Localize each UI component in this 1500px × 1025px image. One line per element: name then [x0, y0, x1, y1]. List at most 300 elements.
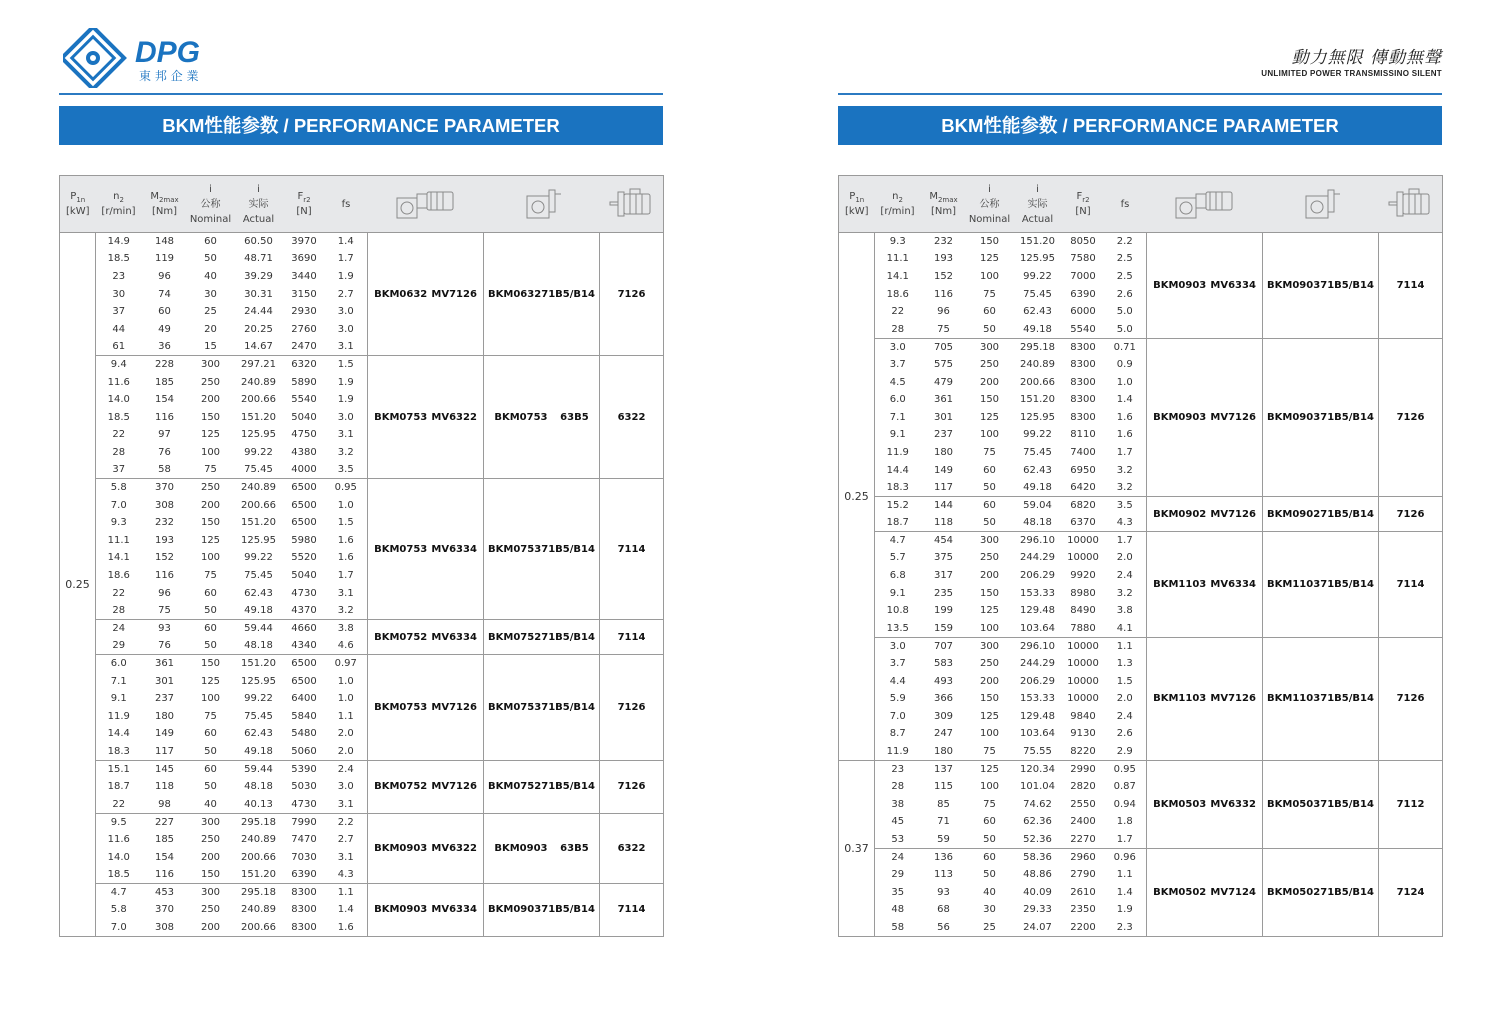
- ratio-nominal-value: 125: [979, 605, 1000, 617]
- ratio-nominal-value: 125: [979, 253, 1000, 265]
- radial-force-value: 6500: [291, 517, 317, 529]
- gearmotor-model: [368, 883, 484, 936]
- gearbox-model: [1263, 338, 1379, 496]
- flange-code: 71B5/B14: [1320, 886, 1374, 898]
- torque-value: 154: [154, 394, 175, 406]
- gearbox-code: BKM0503: [1153, 798, 1207, 810]
- service-factor-value: 1.1: [325, 883, 368, 901]
- gearmotor-model: [1147, 338, 1263, 496]
- speed-value: 37: [112, 464, 126, 476]
- gearmotor-model: [368, 813, 484, 883]
- motor-model: 6322: [600, 356, 664, 479]
- ratio-nominal-value: 250: [979, 358, 1000, 370]
- speed-value: 11.6: [107, 376, 130, 388]
- ratio-actual-value: 48.18: [1023, 517, 1052, 529]
- torque-value: 454: [921, 532, 967, 550]
- service-factor-value: 2.5: [1104, 250, 1147, 268]
- ratio-actual-value: 49.18: [244, 745, 273, 757]
- radial-force-value: 9920: [1070, 570, 1096, 582]
- service-factor-value: 2.2: [325, 813, 368, 831]
- radial-force-value: 8980: [1070, 587, 1096, 599]
- torque-value: 185: [154, 833, 175, 845]
- ratio-nominal-value: 125: [979, 710, 1000, 722]
- ratio-actual-value: 52.36: [1023, 833, 1052, 845]
- speed-value: 6.0: [96, 655, 142, 673]
- motor-model: 7114: [600, 883, 664, 936]
- gearbox-code: BKM0903: [374, 904, 428, 916]
- gearmotor-icon: [1170, 184, 1240, 224]
- slogan-cn: 動力無限 傳動無聲: [1291, 48, 1442, 68]
- ratio-actual-value: 49.18: [244, 605, 273, 617]
- service-factor-value: 1.5: [1104, 672, 1147, 690]
- ratio-nominal-value: 125: [967, 760, 1013, 778]
- torque-value: 144: [921, 496, 967, 514]
- speed-value: 10.8: [886, 605, 909, 617]
- torque-value: 237: [154, 693, 175, 705]
- table-header: [60, 176, 664, 233]
- gearbox-model: [1263, 848, 1379, 936]
- gearbox-model: [484, 620, 600, 655]
- table-row: [839, 532, 1443, 550]
- service-factor-value: 3.0: [325, 778, 368, 796]
- speed-value: 11.6: [107, 833, 130, 845]
- ratio-nominal-value: 30: [204, 288, 217, 300]
- table-row: [60, 356, 664, 374]
- service-factor-value: 0.95: [325, 479, 368, 497]
- flange-code: 71B5/B14: [541, 702, 595, 714]
- speed-value: 4.5: [889, 376, 906, 388]
- ratio-actual-value: 200.66: [241, 499, 276, 511]
- motor-variant: MV6334: [431, 631, 477, 643]
- ratio-actual-value: 296.10: [1013, 637, 1063, 655]
- col-motor: [600, 176, 664, 233]
- radial-force-value: 4730: [291, 798, 317, 810]
- torque-value: 180: [154, 710, 175, 722]
- ratio-nominal-value: 50: [983, 323, 996, 335]
- speed-value: 7.0: [110, 499, 127, 511]
- gearbox-model: [1263, 637, 1379, 760]
- service-factor-value: 3.1: [325, 796, 368, 814]
- torque-value: 116: [154, 868, 175, 880]
- service-factor-value: 0.9: [1104, 356, 1147, 374]
- service-factor-value: 3.1: [325, 848, 368, 866]
- speed-value: 24: [96, 620, 142, 638]
- service-factor-value: 3.5: [1104, 496, 1147, 514]
- service-factor-value: 1.8: [1104, 813, 1147, 831]
- torque-value: 118: [154, 781, 175, 793]
- header-rule: [838, 93, 1442, 95]
- gearmotor-model: [368, 620, 484, 655]
- torque-value: 247: [933, 728, 954, 740]
- ratio-actual-value: 62.36: [1023, 816, 1052, 828]
- service-factor-value: 0.95: [1104, 760, 1147, 778]
- service-factor-value: 0.71: [1104, 338, 1147, 356]
- ratio-nominal-value: 100: [200, 693, 221, 705]
- radial-force-value: 10000: [1063, 532, 1104, 550]
- speed-value: 22: [891, 306, 905, 318]
- gearbox-model: [484, 760, 600, 813]
- service-factor-value: 3.1: [325, 338, 368, 356]
- ratio-nominal-value: 125: [200, 534, 221, 546]
- ratio-nominal-value: 300: [967, 532, 1013, 550]
- torque-value: 97: [158, 429, 171, 441]
- gearmotor-model: [368, 655, 484, 761]
- radial-force-value: 8110: [1070, 429, 1096, 441]
- speed-value: 61: [112, 341, 126, 353]
- torque-value: 76: [158, 446, 171, 458]
- gearbox-code: BKM0503: [1267, 798, 1321, 810]
- ratio-actual-value: 297.21: [234, 356, 284, 374]
- speed-value: 24: [875, 848, 921, 866]
- speed-value: 58: [875, 919, 921, 937]
- ratio-nominal-value: 60: [983, 306, 996, 318]
- speed-value: 11.1: [107, 534, 130, 546]
- radial-force-value: 8300: [1070, 358, 1096, 370]
- ratio-actual-value: 101.04: [1020, 781, 1055, 793]
- ratio-nominal-value: 200: [200, 851, 221, 863]
- ratio-nominal-value: 125: [200, 675, 221, 687]
- radial-force-value: 8220: [1070, 745, 1096, 757]
- ratio-nominal-value: 75: [204, 570, 217, 582]
- speed-value: 4.4: [889, 675, 906, 687]
- table-row: [60, 813, 664, 831]
- ratio-nominal-value: 75: [983, 798, 996, 810]
- gearbox-code: BKM0752: [374, 631, 428, 643]
- service-factor-value: 2.7: [325, 285, 368, 303]
- radial-force-value: 5060: [291, 745, 317, 757]
- service-factor-value: 3.1: [325, 426, 368, 444]
- motor-model: 7124: [1379, 848, 1443, 936]
- torque-value: 96: [158, 587, 171, 599]
- radial-force-value: 3440: [291, 270, 317, 282]
- ratio-actual-value: 125.95: [1020, 411, 1055, 423]
- gearbox-code: BKM0902: [1267, 508, 1321, 520]
- radial-force-value: 6500: [284, 479, 325, 497]
- ratio-nominal-value: 50: [204, 253, 217, 265]
- service-factor-value: 2.0: [325, 725, 368, 743]
- ratio-actual-value: 125.95: [241, 534, 276, 546]
- service-factor-value: 1.7: [1104, 444, 1147, 462]
- radial-force-value: 2790: [1070, 869, 1096, 881]
- radial-force-value: 6390: [291, 868, 317, 880]
- speed-value: 38: [891, 798, 905, 810]
- ratio-actual-value: 49.18: [1023, 481, 1052, 493]
- speed-value: 4.7: [96, 883, 142, 901]
- ratio-actual-value: 62.43: [244, 587, 273, 599]
- header-rule: [59, 93, 663, 95]
- speed-value: 29: [112, 640, 126, 652]
- flange-code: 71B5/B14: [541, 781, 595, 793]
- service-factor-value: 3.2: [1104, 461, 1147, 479]
- torque-value: 75: [158, 605, 171, 617]
- ratio-actual-value: 200.66: [1020, 376, 1055, 388]
- torque-value: 145: [142, 760, 188, 778]
- radial-force-value: 5890: [291, 376, 317, 388]
- speed-value: 6.0: [889, 394, 906, 406]
- flange-code: 71B5/B14: [1320, 508, 1374, 520]
- gearbox-code: BKM0752: [374, 781, 428, 793]
- torque-value: 113: [933, 869, 954, 881]
- ratio-actual-value: 39.29: [244, 270, 273, 282]
- ratio-nominal-value: 250: [200, 904, 221, 916]
- motor-icon: [1383, 184, 1437, 224]
- speed-value: 9.3: [875, 233, 921, 251]
- service-factor-value: 1.6: [325, 919, 368, 937]
- gearbox-model: [484, 233, 600, 356]
- ratio-actual-value: 295.18: [1013, 338, 1063, 356]
- service-factor-value: 4.3: [325, 866, 368, 884]
- radial-force-value: 8490: [1070, 605, 1096, 617]
- ratio-nominal-value: 200: [979, 675, 1000, 687]
- radial-force-value: 8300: [1070, 411, 1096, 423]
- service-factor-value: 5.0: [1104, 320, 1147, 338]
- ratio-nominal-value: 60: [188, 760, 234, 778]
- ratio-actual-value: 151.20: [1020, 394, 1055, 406]
- torque-value: 76: [158, 640, 171, 652]
- service-factor-value: 1.6: [325, 532, 368, 550]
- col-torque: $M_{2max}$ [Nm]: [142, 176, 188, 233]
- flange-code: 71B5/B14: [1320, 578, 1374, 590]
- ratio-nominal-value: 200: [979, 376, 1000, 388]
- ratio-nominal-value: 125: [979, 411, 1000, 423]
- ratio-actual-value: 244.29: [1020, 658, 1055, 670]
- torque-value: 149: [933, 464, 954, 476]
- ratio-actual-value: 62.43: [244, 728, 273, 740]
- torque-value: 232: [921, 233, 967, 251]
- speed-value: 8.7: [889, 728, 906, 740]
- table-row: [839, 637, 1443, 655]
- service-factor-value: 2.6: [1104, 285, 1147, 303]
- service-factor-value: 2.4: [1104, 567, 1147, 585]
- speed-value: 22: [112, 798, 126, 810]
- radial-force-value: 6500: [284, 655, 325, 673]
- speed-value: 18.6: [886, 288, 909, 300]
- service-factor-value: 3.2: [1104, 584, 1147, 602]
- service-factor-value: 2.9: [1104, 743, 1147, 761]
- speed-value: 18.7: [886, 517, 909, 529]
- torque-value: 85: [937, 798, 950, 810]
- motor-model: 7112: [1379, 760, 1443, 848]
- ratio-actual-value: 129.48: [1020, 605, 1055, 617]
- speed-value: 11.1: [886, 253, 909, 265]
- gearbox-code: BKM1103: [1153, 578, 1207, 590]
- ratio-nominal-value: 60: [983, 464, 996, 476]
- radial-force-value: 7000: [1070, 270, 1096, 282]
- service-factor-value: 1.4: [1104, 883, 1147, 901]
- ratio-actual-value: 99.22: [1023, 429, 1052, 441]
- ratio-actual-value: 151.20: [241, 411, 276, 423]
- gearbox-code: BKM0632: [374, 288, 428, 300]
- ratio-nominal-value: 60: [967, 848, 1013, 866]
- col-motor: [1379, 176, 1443, 233]
- torque-value: 237: [933, 429, 954, 441]
- torque-value: 185: [154, 376, 175, 388]
- speed-value: 37: [112, 306, 126, 318]
- gearbox-code: BKM0903: [494, 842, 548, 854]
- ratio-nominal-value: 300: [188, 356, 234, 374]
- gearmotor-model: [1147, 233, 1263, 339]
- torque-value: 152: [933, 270, 954, 282]
- flange-code: 71B5/B14: [1320, 693, 1374, 705]
- radial-force-value: 6370: [1070, 517, 1096, 529]
- service-factor-value: 2.0: [1104, 549, 1147, 567]
- motor-model: 7114: [1379, 233, 1443, 339]
- col-ratio-nominal: i 公称 Nominal: [967, 176, 1013, 233]
- slogan: [1261, 48, 1442, 80]
- speed-value: 14.4: [886, 464, 909, 476]
- ratio-nominal-value: 150: [979, 693, 1000, 705]
- torque-value: 115: [933, 781, 954, 793]
- ratio-nominal-value: 300: [188, 813, 234, 831]
- ratio-actual-value: 75.45: [244, 570, 273, 582]
- service-factor-value: 2.5: [1104, 268, 1147, 286]
- col-service-factor: fs: [1104, 176, 1147, 233]
- ratio-actual-value: 153.33: [1020, 587, 1055, 599]
- table-row: [60, 479, 664, 497]
- ratio-actual-value: 240.89: [234, 479, 284, 497]
- flange-code: 71B5/B14: [1320, 411, 1374, 423]
- motor-variant: MV7126: [1210, 508, 1256, 520]
- ratio-actual-value: 48.18: [244, 781, 273, 793]
- motor-model: 7126: [1379, 637, 1443, 760]
- radial-force-value: 5040: [291, 411, 317, 423]
- logo-text: DPG: [135, 36, 201, 69]
- ratio-nominal-value: 300: [967, 637, 1013, 655]
- ratio-actual-value: 151.20: [241, 517, 276, 529]
- service-factor-value: 2.0: [325, 743, 368, 761]
- speed-value: 28: [891, 781, 905, 793]
- radial-force-value: 4000: [291, 464, 317, 476]
- ratio-actual-value: 129.48: [1020, 710, 1055, 722]
- ratio-actual-value: 48.86: [1023, 869, 1052, 881]
- radial-force-value: 7990: [284, 813, 325, 831]
- torque-value: 152: [154, 552, 175, 564]
- col-power: $P_{1n}$ [kW]: [839, 176, 875, 233]
- flange-code: 71B5/B14: [541, 288, 595, 300]
- torque-value: 71: [937, 816, 950, 828]
- service-factor-value: 1.0: [325, 690, 368, 708]
- speed-value: 14.1: [886, 270, 909, 282]
- table-row: [60, 655, 664, 673]
- col-radial-force: $F_{r2}$ [N]: [1063, 176, 1104, 233]
- left-page: [59, 0, 663, 1025]
- gearbox-code: BKM0903: [1153, 411, 1207, 423]
- speed-value: 29: [891, 869, 905, 881]
- speed-value: 48: [891, 904, 905, 916]
- ratio-actual-value: 103.64: [1020, 622, 1055, 634]
- service-factor-value: 1.4: [325, 901, 368, 919]
- col-gearbox: [1263, 176, 1379, 233]
- flange-code: 71B5/B14: [1320, 798, 1374, 810]
- torque-value: 453: [142, 883, 188, 901]
- speed-value: 22: [112, 429, 126, 441]
- gearmotor-model: [368, 356, 484, 479]
- gearbox-code: BKM0632: [488, 288, 542, 300]
- ratio-nominal-value: 100: [979, 622, 1000, 634]
- radial-force-value: 2350: [1070, 904, 1096, 916]
- speed-value: 7.1: [110, 675, 127, 687]
- ratio-actual-value: 206.29: [1020, 675, 1055, 687]
- radial-force-value: 9130: [1070, 728, 1096, 740]
- torque-value: 117: [154, 745, 175, 757]
- col-ratio-nominal: i 公称 Nominal: [188, 176, 234, 233]
- ratio-actual-value: 48.18: [244, 640, 273, 652]
- torque-value: 149: [154, 728, 175, 740]
- torque-value: 75: [937, 323, 950, 335]
- radial-force-value: 8300: [1070, 394, 1096, 406]
- torque-value: 159: [933, 622, 954, 634]
- ratio-actual-value: 99.22: [1023, 270, 1052, 282]
- speed-value: 22: [112, 587, 126, 599]
- torque-value: 36: [158, 341, 171, 353]
- torque-value: 583: [933, 658, 954, 670]
- speed-value: 3.0: [875, 637, 921, 655]
- speed-value: 3.0: [875, 338, 921, 356]
- gearbox-flange-icon: [1296, 184, 1346, 224]
- ratio-actual-value: 75.45: [1023, 288, 1052, 300]
- speed-value: 23: [875, 760, 921, 778]
- radial-force-value: 5540: [291, 394, 317, 406]
- service-factor-value: 3.1: [325, 584, 368, 602]
- radial-force-value: 3970: [284, 233, 325, 251]
- radial-force-value: 6500: [291, 499, 317, 511]
- gearbox-code: BKM0752: [488, 781, 542, 793]
- motor-model: 7126: [1379, 496, 1443, 531]
- ratio-nominal-value: 50: [983, 869, 996, 881]
- gearmotor-model: [1147, 848, 1263, 936]
- table-row: [839, 233, 1443, 251]
- torque-value: 479: [933, 376, 954, 388]
- motor-icon: [604, 184, 658, 224]
- torque-value: 705: [921, 338, 967, 356]
- motor-model: 7126: [1379, 338, 1443, 496]
- col-speed: $n_2$ [r/min]: [875, 176, 921, 233]
- radial-force-value: 4380: [291, 446, 317, 458]
- service-factor-value: 3.5: [325, 461, 368, 479]
- service-factor-value: 1.7: [325, 250, 368, 268]
- ratio-actual-value: 59.04: [1013, 496, 1063, 514]
- ratio-nominal-value: 75: [204, 464, 217, 476]
- speed-value: 13.5: [886, 622, 909, 634]
- ratio-actual-value: 295.18: [234, 813, 284, 831]
- motor-model: 6322: [600, 813, 664, 883]
- radial-force-value: 6000: [1070, 306, 1096, 318]
- torque-value: 180: [933, 745, 954, 757]
- ratio-nominal-value: 200: [200, 394, 221, 406]
- radial-force-value: 8300: [284, 883, 325, 901]
- gearmotor-model: [368, 479, 484, 620]
- ratio-actual-value: 75.45: [244, 464, 273, 476]
- ratio-actual-value: 40.13: [244, 798, 273, 810]
- radial-force-value: 10000: [1067, 658, 1099, 670]
- service-factor-value: 0.96: [1104, 848, 1147, 866]
- service-factor-value: 4.3: [1104, 514, 1147, 532]
- torque-value: 60: [158, 306, 171, 318]
- service-factor-value: 1.5: [325, 514, 368, 532]
- torque-value: 227: [142, 813, 188, 831]
- gearbox-code: BKM0903: [374, 842, 428, 854]
- ratio-actual-value: 125.95: [241, 429, 276, 441]
- ratio-nominal-value: 100: [979, 728, 1000, 740]
- service-factor-value: 1.3: [1104, 655, 1147, 673]
- service-factor-value: 3.2: [325, 602, 368, 620]
- dpg-logo-icon: [63, 28, 263, 88]
- speed-value: 7.0: [889, 710, 906, 722]
- ratio-actual-value: 295.18: [234, 883, 284, 901]
- ratio-nominal-value: 150: [979, 587, 1000, 599]
- col-service-factor: fs: [325, 176, 368, 233]
- ratio-nominal-value: 40: [204, 270, 217, 282]
